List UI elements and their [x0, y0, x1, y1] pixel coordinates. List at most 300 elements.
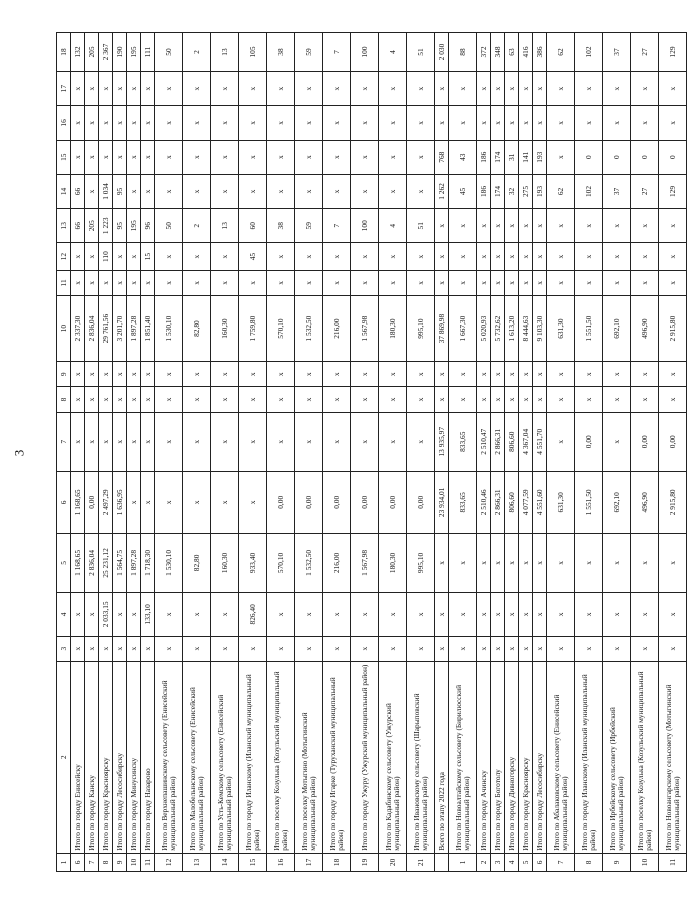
table-cell: x [631, 387, 659, 412]
table-cell: x [547, 362, 575, 387]
row-label-cell: Итого по Усть-Кемскому сельсовету (Енисейский муниципальный район) [211, 661, 239, 853]
table-cell: 132 [71, 33, 85, 72]
table-cell: x [603, 412, 631, 471]
table-cell: 1 567,98 [351, 295, 379, 361]
table-cell: x [659, 243, 687, 270]
table-cell: x [449, 362, 477, 387]
settlement-table [56, 32, 687, 872]
column-header: 13 [57, 209, 71, 243]
table-cell: x [407, 593, 435, 636]
table-cell: x [519, 270, 533, 295]
table-cell: x [323, 71, 351, 105]
row-label-cell: Итого по городу Иланскому (Иланский муниципальный район) [575, 661, 603, 853]
table-cell: 193 [533, 140, 547, 174]
table-cell: x [659, 636, 687, 661]
table-cell: x [99, 412, 113, 471]
table-cell: 416 [519, 33, 533, 72]
table-cell: x [533, 243, 547, 270]
row-label-cell: Итого по Верхнепашинскому сельсовету (Енисейский муниципальный район) [155, 661, 183, 853]
table-cell: x [99, 362, 113, 387]
table-cell: x [435, 593, 449, 636]
table-cell: 806,60 [505, 471, 519, 533]
table-cell: x [323, 270, 351, 295]
table-cell: x [113, 140, 127, 174]
table-cell: 8 [99, 853, 113, 871]
row-label-cell: Итого по городу Красноярску [99, 661, 113, 853]
table-cell: 0,00 [323, 471, 351, 533]
table-cell: 1 897,28 [127, 533, 141, 592]
table-cell: 4 [379, 209, 407, 243]
table-cell: x [183, 71, 211, 105]
table-cell: x [351, 243, 379, 270]
table-cell: x [407, 270, 435, 295]
table-cell: x [351, 362, 379, 387]
table-cell: x [491, 593, 505, 636]
row-label-cell: Итого по городу Лесосибирску [533, 661, 547, 853]
table-cell: x [183, 387, 211, 412]
table-cell: x [183, 412, 211, 471]
table-cell: 2 497,29 [99, 471, 113, 533]
table-cell: 2 510,47 [477, 412, 491, 471]
table-cell: 0,00 [575, 412, 603, 471]
column-header: 12 [57, 243, 71, 270]
table-cell: 372 [477, 33, 491, 72]
table-cell: 50 [155, 33, 183, 72]
table-cell: 102 [575, 33, 603, 72]
table-row [491, 33, 505, 872]
table-cell: x [183, 140, 211, 174]
table-cell: x [239, 270, 267, 295]
table-cell: 6 [71, 853, 85, 871]
row-label-cell: Итого по городу Минусинску [127, 661, 141, 853]
table-cell: x [239, 174, 267, 208]
table-cell: 1 530,10 [155, 295, 183, 361]
column-header: 16 [57, 106, 71, 140]
table-cell: 3 201,70 [113, 295, 127, 361]
table-cell: 186 [477, 140, 491, 174]
table-cell: 129 [659, 174, 687, 208]
table-cell: x [71, 412, 85, 471]
row-label-cell: Всего по этапу 2022 года [435, 661, 449, 853]
table-cell: x [491, 533, 505, 592]
table-row [519, 33, 533, 872]
table-cell: 82,80 [183, 295, 211, 361]
table-cell: x [211, 412, 239, 471]
table-cell: 570,10 [267, 533, 295, 592]
row-label-cell: Итого по городу Дивногорску [505, 661, 519, 853]
table-cell: 82,80 [183, 533, 211, 592]
table-cell: x [547, 243, 575, 270]
table-cell: 23 934,01 [435, 471, 449, 533]
table-cell: x [533, 533, 547, 592]
table-cell: x [323, 593, 351, 636]
table-cell: x [547, 387, 575, 412]
table-cell: 88 [449, 33, 477, 72]
table-cell: 11 [659, 853, 687, 871]
table-cell: 13 [183, 853, 211, 871]
column-header: 1 [57, 853, 71, 871]
table-cell: x [519, 387, 533, 412]
table-cell: x [351, 106, 379, 140]
table-cell: x [575, 71, 603, 105]
table-cell: x [491, 636, 505, 661]
table-cell: 0 [603, 140, 631, 174]
table-row [449, 33, 477, 872]
table-cell: x [267, 593, 295, 636]
table-cell: x [533, 362, 547, 387]
table-cell: x [239, 71, 267, 105]
column-header: 9 [57, 362, 71, 387]
table-cell: x [127, 387, 141, 412]
table-cell: x [183, 636, 211, 661]
table-cell: x [603, 387, 631, 412]
table-cell: x [519, 533, 533, 592]
row-label-cell: Итого по городу Лесосибирску [113, 661, 127, 853]
table-cell: 768 [435, 140, 449, 174]
table-cell: x [351, 593, 379, 636]
table-cell: x [141, 387, 155, 412]
table-cell: x [295, 593, 323, 636]
column-header: 10 [57, 295, 71, 361]
table-cell: x [575, 387, 603, 412]
table-cell: 826,40 [239, 593, 267, 636]
table-cell: 496,90 [631, 471, 659, 533]
table-cell: x [659, 387, 687, 412]
table-cell: x [211, 270, 239, 295]
table-row [127, 33, 141, 872]
table-cell: x [155, 593, 183, 636]
table-cell: x [239, 471, 267, 533]
table-cell: 5 [519, 853, 533, 871]
table-cell: x [505, 533, 519, 592]
table-cell: x [477, 270, 491, 295]
table-cell: 13 [211, 33, 239, 72]
table-cell: x [127, 174, 141, 208]
table-cell: x [379, 174, 407, 208]
table-cell: x [631, 636, 659, 661]
row-label-cell: Итого по городу Ужуру (Ужурский муниципальный район) [351, 661, 379, 853]
table-cell: x [407, 412, 435, 471]
table-cell: x [295, 362, 323, 387]
table-cell: x [519, 71, 533, 105]
page-number-text: 3 [11, 449, 26, 456]
table-cell: 0 [659, 140, 687, 174]
table-cell: x [155, 106, 183, 140]
table-cell: x [113, 593, 127, 636]
row-label-cell: Итого по Абалаковскому сельсовету (Енисейский муниципальный район) [547, 661, 575, 853]
table-cell: x [533, 106, 547, 140]
table-cell: x [267, 243, 295, 270]
table-cell: x [267, 412, 295, 471]
row-label-cell: Итого по городу Красноярску [519, 661, 533, 853]
table-cell: x [295, 412, 323, 471]
row-label-cell: Итого по городу Иланскому (Иланский муниципальный район) [239, 661, 267, 853]
table-cell: x [435, 209, 449, 243]
table-cell: 0,00 [267, 471, 295, 533]
row-label-cell: Итого по городу Енисейску [71, 661, 85, 853]
table-cell: x [435, 362, 449, 387]
table-cell: x [631, 270, 659, 295]
table-cell: x [407, 174, 435, 208]
table-cell: x [239, 140, 267, 174]
table-cell: 95 [113, 174, 127, 208]
table-cell: x [267, 71, 295, 105]
table-cell: 6 [533, 853, 547, 871]
table-cell: 5 020,93 [477, 295, 491, 361]
table-cell: x [407, 140, 435, 174]
table-row [141, 33, 155, 872]
table-cell: x [71, 387, 85, 412]
table-cell: 11 [141, 853, 155, 871]
table-cell: x [323, 387, 351, 412]
table-cell: 2 915,80 [659, 295, 687, 361]
table-cell: x [211, 243, 239, 270]
table-cell: x [155, 71, 183, 105]
table-cell: x [603, 636, 631, 661]
table-cell: x [295, 387, 323, 412]
table-cell: x [85, 636, 99, 661]
table-cell: 1 168,65 [71, 471, 85, 533]
table-cell: 4 [379, 33, 407, 72]
table-cell: x [659, 593, 687, 636]
table-cell: x [491, 387, 505, 412]
table-cell: 29 761,56 [99, 295, 113, 361]
table-cell: 100 [351, 33, 379, 72]
table-cell: 1 551,50 [575, 295, 603, 361]
table-cell: 833,65 [449, 412, 477, 471]
table-cell: x [141, 106, 155, 140]
column-header: 14 [57, 174, 71, 208]
table-cell: x [211, 71, 239, 105]
table-cell: x [351, 412, 379, 471]
table-cell: 27 [631, 33, 659, 72]
table-cell: x [351, 636, 379, 661]
table-cell: 0,00 [351, 471, 379, 533]
table-cell: x [295, 636, 323, 661]
table-cell: x [127, 412, 141, 471]
table-cell: x [379, 140, 407, 174]
table-cell: 32 [505, 174, 519, 208]
row-label-cell: Итого по Малобелынскому сельсовету (Енисейский муниципальный район) [183, 661, 211, 853]
table-cell: x [659, 533, 687, 592]
table-cell: x [575, 636, 603, 661]
table-cell: x [533, 71, 547, 105]
table-cell: x [519, 209, 533, 243]
table-cell: x [141, 140, 155, 174]
table-cell: 45 [239, 243, 267, 270]
table-cell: x [127, 593, 141, 636]
column-header: 6 [57, 471, 71, 533]
table-cell: x [141, 636, 155, 661]
table-cell: x [183, 362, 211, 387]
table-cell: x [85, 362, 99, 387]
table-cell: x [267, 270, 295, 295]
table-cell: x [631, 362, 659, 387]
table-cell: x [295, 106, 323, 140]
table-cell: x [659, 270, 687, 295]
column-header: 17 [57, 71, 71, 105]
table-cell: x [533, 387, 547, 412]
table-cell: 2 [183, 33, 211, 72]
table-cell: x [477, 71, 491, 105]
table-row [477, 33, 491, 872]
table-cell: 1 564,75 [113, 533, 127, 592]
table-cell: x [603, 270, 631, 295]
table-cell: 4 [505, 853, 519, 871]
table-cell: x [477, 362, 491, 387]
table-cell: x [113, 270, 127, 295]
table-cell: 38 [267, 209, 295, 243]
table-cell: 37 [603, 33, 631, 72]
table-row [603, 33, 631, 872]
table-cell: x [155, 636, 183, 661]
column-header: 4 [57, 593, 71, 636]
table-cell: x [351, 140, 379, 174]
table-cell: x [547, 106, 575, 140]
table-cell: x [407, 387, 435, 412]
table-cell: 995,10 [407, 533, 435, 592]
table-cell: x [267, 636, 295, 661]
table-cell: 2 367 [99, 33, 113, 72]
table-cell: 995,10 [407, 295, 435, 361]
table-cell: 62 [547, 174, 575, 208]
table-cell: x [239, 636, 267, 661]
table-cell: x [379, 593, 407, 636]
table-cell: x [533, 593, 547, 636]
table-cell: x [99, 636, 113, 661]
table-cell: x [379, 362, 407, 387]
table-cell: x [113, 71, 127, 105]
table-cell: x [477, 593, 491, 636]
table-cell: x [631, 71, 659, 105]
table-row [547, 33, 575, 872]
table-cell: 13 935,97 [435, 412, 449, 471]
table-cell: x [519, 636, 533, 661]
table-cell: 8 444,63 [519, 295, 533, 361]
table-cell: 4 551,60 [533, 471, 547, 533]
table-cell: x [113, 106, 127, 140]
table-cell: x [603, 71, 631, 105]
table-cell: x [435, 387, 449, 412]
table-cell: 7 [323, 209, 351, 243]
table-cell: x [407, 243, 435, 270]
table-cell: 0,00 [295, 471, 323, 533]
table-cell: x [449, 387, 477, 412]
table-cell: 4 077,59 [519, 471, 533, 533]
table-cell: 133,10 [141, 593, 155, 636]
table-cell: 2 [183, 209, 211, 243]
table-cell: 1 667,30 [449, 295, 477, 361]
table-cell: x [435, 636, 449, 661]
row-label-cell: Итого по Новоангарскому сельсовету (Мотыгинский муниципальный район) [659, 661, 687, 853]
table-cell: x [155, 140, 183, 174]
table-cell: 2 337,30 [71, 295, 85, 361]
table-cell: x [183, 270, 211, 295]
table-cell: x [631, 106, 659, 140]
table-cell: x [435, 270, 449, 295]
table-cell: x [85, 174, 99, 208]
table-cell: x [183, 471, 211, 533]
table-cell: x [351, 270, 379, 295]
table-cell: x [141, 71, 155, 105]
table-cell: x [141, 174, 155, 208]
table-cell: x [127, 362, 141, 387]
table-row [211, 33, 239, 872]
table-cell: x [211, 362, 239, 387]
rotated-table-frame [56, 32, 681, 872]
table-cell: x [113, 243, 127, 270]
table-cell: x [323, 412, 351, 471]
table-row [85, 33, 99, 872]
table-cell: 180,30 [379, 533, 407, 592]
table-cell: x [379, 243, 407, 270]
row-label-cell: Итого по городу Назарово [141, 661, 155, 853]
table-cell: x [295, 243, 323, 270]
table-cell: x [85, 71, 99, 105]
table-cell: 1 [449, 853, 477, 871]
table-cell: x [351, 71, 379, 105]
table-cell: x [449, 636, 477, 661]
table-row [295, 33, 323, 872]
table-cell: x [295, 174, 323, 208]
table-cell: x [407, 636, 435, 661]
table-row [435, 33, 449, 872]
table-cell: 1 636,95 [113, 471, 127, 533]
table-cell: x [71, 270, 85, 295]
table-cell: 66 [71, 209, 85, 243]
table-row [407, 33, 435, 872]
table-cell: 12 [155, 853, 183, 871]
table-cell: x [211, 140, 239, 174]
table-cell: 631,30 [547, 295, 575, 361]
table-cell: 51 [407, 33, 435, 72]
table-cell: 66 [71, 174, 85, 208]
table-cell: x [505, 270, 519, 295]
table-cell: x [603, 533, 631, 592]
table-cell: x [477, 209, 491, 243]
table-cell: x [575, 362, 603, 387]
row-label-cell: Итого по Новоалтайскому сельсовету (Бирилюсский муниципальный район) [449, 661, 477, 853]
table-row [113, 33, 127, 872]
table-cell: 9 [603, 853, 631, 871]
table-cell: 5 732,62 [491, 295, 505, 361]
table-row [379, 33, 407, 872]
table-cell: x [491, 71, 505, 105]
table-cell: x [211, 471, 239, 533]
table-cell: x [141, 270, 155, 295]
table-cell: x [155, 270, 183, 295]
table-cell: x [127, 106, 141, 140]
table-cell: x [323, 140, 351, 174]
table-cell: x [477, 636, 491, 661]
table-cell: x [505, 243, 519, 270]
table-cell: 38 [267, 33, 295, 72]
table-cell: x [575, 270, 603, 295]
table-cell: 1 262 [435, 174, 449, 208]
column-header: 2 [57, 661, 71, 853]
table-cell: x [239, 106, 267, 140]
row-label-cell: Итого по городу Ачинску [477, 661, 491, 853]
column-number-row [57, 33, 71, 872]
table-row [71, 33, 85, 872]
table-cell: 833,65 [449, 471, 477, 533]
table-cell: x [323, 106, 351, 140]
table-row [239, 33, 267, 872]
table-cell: 25 231,12 [99, 533, 113, 592]
table-cell: x [127, 471, 141, 533]
table-cell: x [113, 412, 127, 471]
table-cell: 110 [99, 243, 113, 270]
